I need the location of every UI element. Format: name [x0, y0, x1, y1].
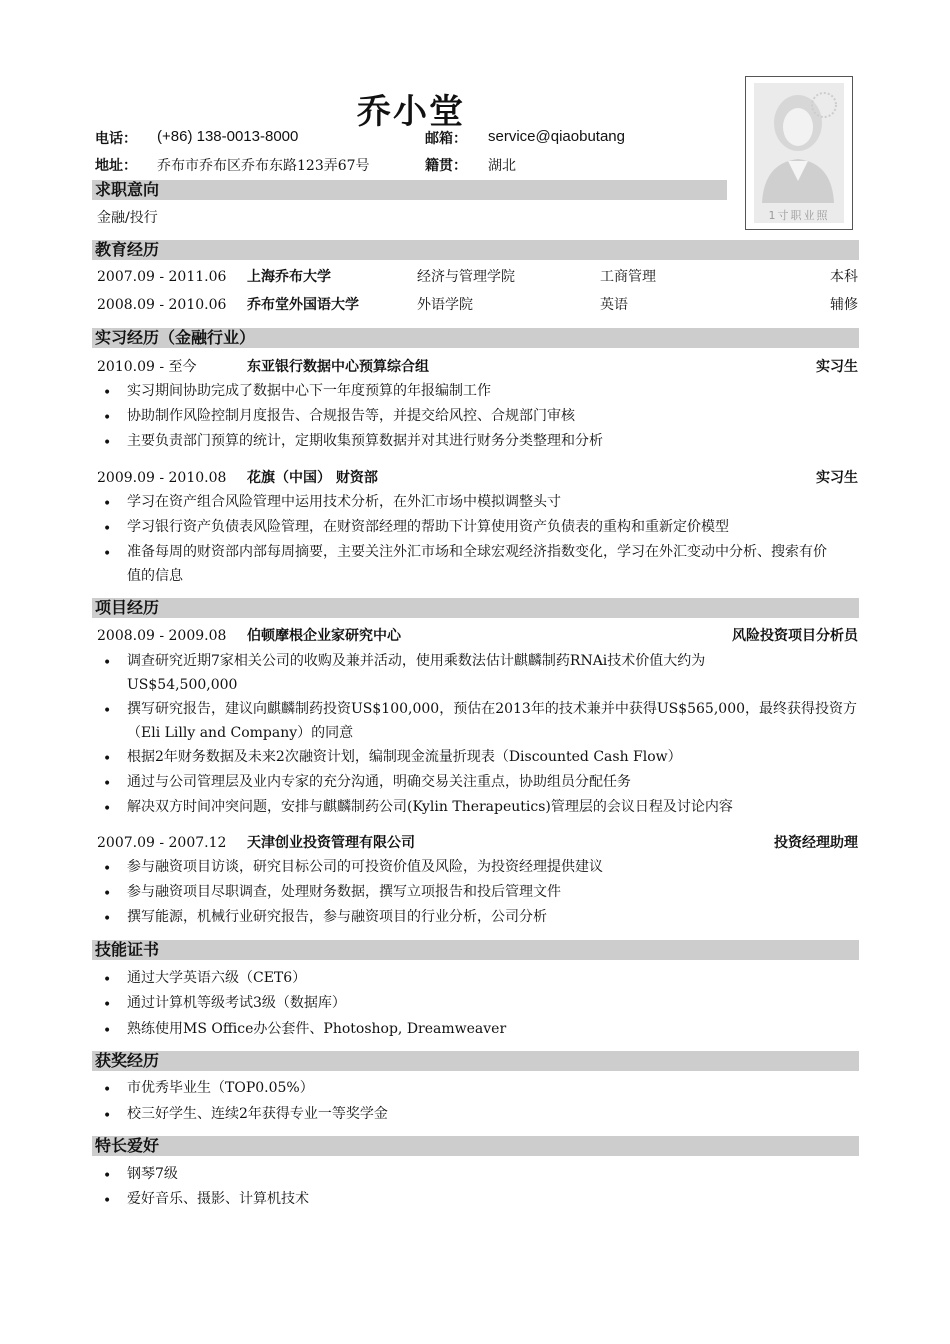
email-label: 邮箱：: [425, 131, 467, 147]
job-period: 2008.09 - 2009.08: [97, 628, 227, 644]
bullet-icon: •: [103, 997, 112, 1013]
list-item: 通过计算机等级考试3级（数据库）: [127, 995, 346, 1011]
origin-label: 籍贯：: [425, 158, 467, 174]
list-item: 协助制作风险控制月度报告、合规报告等，并提交给风控、合规部门审核: [127, 408, 575, 424]
candidate-name: 乔小堂: [357, 92, 465, 132]
list-item: 校三好学生、连续2年获得专业一等奖学金: [127, 1106, 388, 1122]
bullet-icon: •: [103, 776, 112, 792]
list-item: 参与融资项目尽职调查，处理财务数据，撰写立项报告和投后管理文件: [127, 884, 561, 900]
edu-school: 乔布堂外国语大学: [247, 297, 359, 313]
address-label: 地址：: [95, 158, 137, 174]
photo-caption: 1寸职业照: [768, 209, 830, 222]
origin-value: 湖北: [488, 158, 516, 174]
bullet-icon: •: [103, 1108, 112, 1124]
job-role: 风险投资项目分析员: [732, 628, 858, 644]
bullet-icon: •: [103, 521, 112, 537]
section-title-skills: 技能证书: [95, 940, 160, 959]
section-title-hobbies: 特长爱好: [95, 1136, 160, 1155]
edu-major: 工商管理: [600, 269, 656, 285]
bullet-icon: •: [103, 435, 112, 451]
job-period: 2009.09 - 2010.08: [97, 470, 227, 486]
bullet-icon: •: [103, 911, 112, 927]
bullet-icon: •: [103, 861, 112, 877]
list-item: 学习在资产组合风险管理中运用技术分析，在外汇市场中模拟调整头寸: [127, 494, 561, 510]
list-item: 通过大学英语六级（CET6）: [127, 970, 307, 986]
bullet-icon: •: [103, 1193, 112, 1209]
list-item: 撰写研究报告，建议向麒麟制药投资US$100,000，预估在2013年的技术兼并中获得US$565,000，最终获得投资方（Eli Lilly and Company）的同意: [127, 701, 858, 741]
section-title-objective: 求职意向: [95, 180, 160, 199]
section-bar: [92, 1051, 859, 1071]
edu-period: 2008.09 - 2010.06: [97, 297, 227, 313]
bullet-icon: •: [103, 1082, 112, 1098]
edu-period: 2007.09 - 2011.06: [97, 269, 227, 285]
list-item: 根据2年财务数据及未来2次融资计划，编制现金流量折现表（Discounted Cash Flow）: [127, 749, 682, 765]
bullet-icon: •: [103, 751, 112, 767]
job-org: 天津创业投资管理有限公司: [247, 835, 415, 851]
job-org: 伯顿摩根企业家研究中心: [247, 628, 401, 644]
list-item: 撰写能源，机械行业研究报告，参与融资项目的行业分析，公司分析: [127, 909, 547, 925]
bullet-icon: •: [103, 886, 112, 902]
job-role: 投资经理助理: [774, 835, 858, 851]
list-item: 解决双方时间冲突问题，安排与麒麟制药公司(Kylin Therapeutics)管理层的会议日程及讨论内容: [127, 799, 733, 815]
section-title-internship: 实习经历（金融行业）: [95, 328, 256, 347]
list-item: 参与融资项目访谈，研究目标公司的可投资价值及风险，为投资经理提供建议: [127, 859, 603, 875]
section-bar: [92, 1136, 859, 1156]
edu-major: 英语: [600, 297, 628, 313]
avatar-silhouette-icon: [754, 83, 844, 223]
job-org: 东亚银行数据中心预算综合组: [247, 359, 429, 375]
bullet-icon: •: [103, 655, 112, 671]
phone-label: 电话：: [95, 131, 137, 147]
list-item: 通过与公司管理层及业内专家的充分沟通，明确交易关注重点，协助组员分配任务: [127, 774, 631, 790]
list-item: 学习银行资产负债表风险管理，在财资部经理的帮助下计算使用资产负债表的重构和重新定价模型: [127, 519, 729, 535]
objective-value: 金融/投行: [97, 210, 158, 226]
section-title-projects: 项目经历: [95, 598, 160, 617]
section-bar: [92, 180, 727, 200]
list-item: 钢琴7级: [127, 1166, 178, 1182]
list-item: 熟练使用MS Office办公套件、Photoshop, Dreamweaver: [127, 1021, 507, 1037]
edu-college: 外语学院: [417, 297, 473, 313]
email-value: service@qiaobutang: [488, 128, 625, 145]
section-bar: [92, 240, 859, 260]
bullet-icon: •: [103, 410, 112, 426]
profile-photo: [745, 76, 853, 230]
bullet-icon: •: [103, 1168, 112, 1184]
section-title-awards: 获奖经历: [95, 1051, 160, 1070]
bullet-icon: •: [103, 801, 112, 817]
list-item: 准备每周的财资部内部每周摘要，主要关注外汇市场和全球宏观经济指数变化，学习在外汇变动中分析、搜索有价值的信息: [127, 544, 827, 584]
bullet-icon: •: [103, 546, 112, 562]
bullet-icon: •: [103, 972, 112, 988]
bullet-icon: •: [103, 1023, 112, 1039]
edu-college: 经济与管理学院: [417, 269, 515, 285]
list-item: 实习期间协助完成了数据中心下一年度预算的年报编制工作: [127, 383, 491, 399]
edu-degree: 辅修: [830, 297, 858, 313]
bullet-icon: •: [103, 385, 112, 401]
job-org: 花旗（中国） 财资部: [247, 470, 378, 486]
bullet-icon: •: [103, 703, 112, 719]
phone-value: (+86) 138-0013-8000: [157, 128, 299, 145]
job-period: 2007.09 - 2007.12: [97, 835, 227, 851]
edu-school: 上海乔布大学: [247, 269, 331, 285]
address-value: 乔布市乔布区乔布东路123弄67号: [157, 158, 370, 174]
edu-degree: 本科: [830, 269, 858, 285]
list-item: 主要负责部门预算的统计，定期收集预算数据并对其进行财务分类整理和分析: [127, 433, 603, 449]
list-item: 市优秀毕业生（TOP0.05%）: [127, 1080, 314, 1096]
job-role: 实习生: [816, 470, 858, 486]
job-role: 实习生: [816, 359, 858, 375]
job-period: 2010.09 - 至今: [97, 359, 197, 375]
list-item: 调查研究近期7家相关公司的收购及兼并活动，使用乘数法估计麒麟制药RNAi技术价值大约为US$54,500,000: [127, 653, 706, 693]
section-bar: [92, 598, 859, 618]
section-bar: [92, 940, 859, 960]
section-title-education: 教育经历: [95, 240, 160, 259]
list-item: 爱好音乐、摄影、计算机技术: [127, 1191, 309, 1207]
bullet-icon: •: [103, 496, 112, 512]
